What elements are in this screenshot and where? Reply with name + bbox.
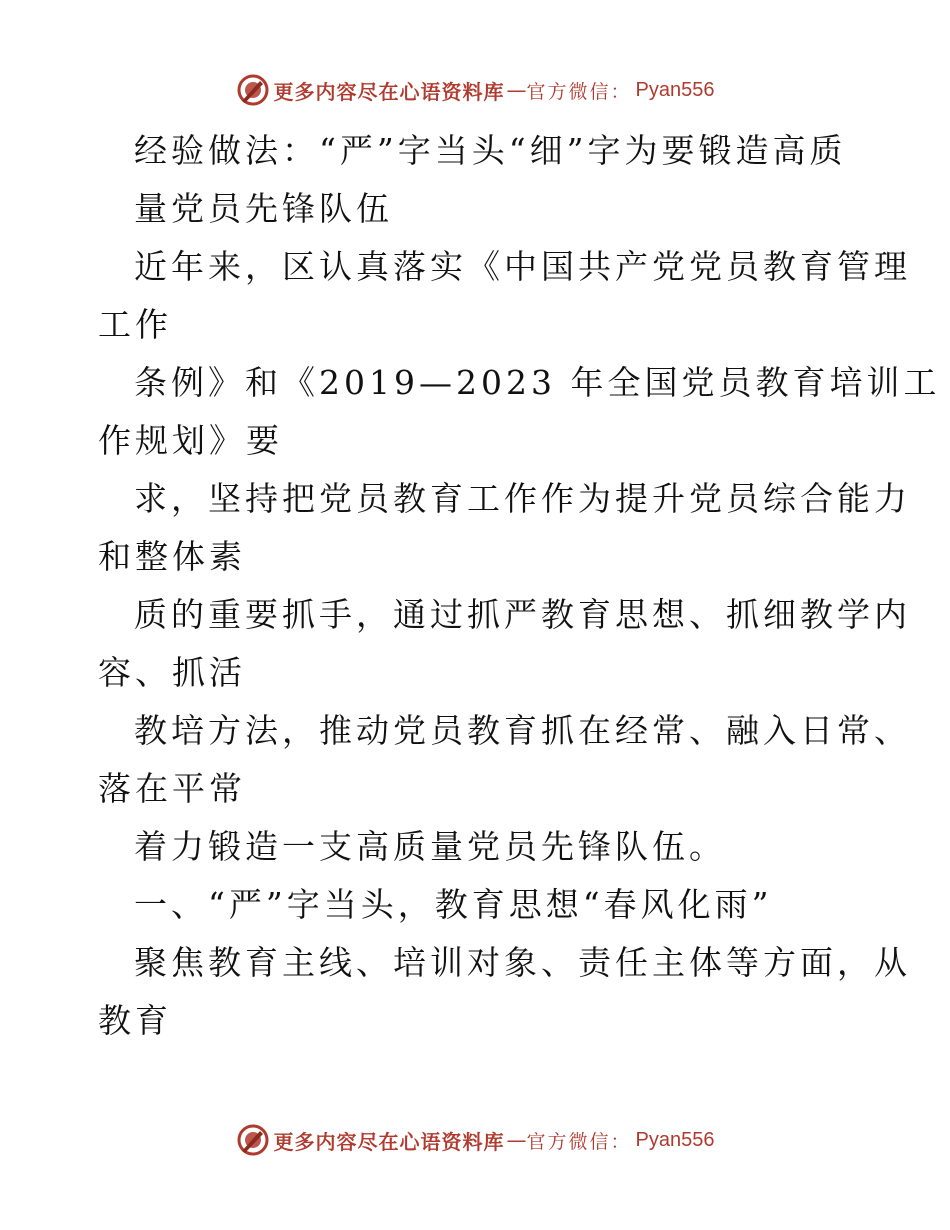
watermark-wechat-id: Pyan556 xyxy=(635,1128,715,1151)
watermark-dash: — xyxy=(506,78,525,102)
header-watermark xyxy=(0,70,950,110)
footer-watermark xyxy=(0,1120,950,1160)
body-line: 求，坚持把党员教育工作作为提升党员综合能力 xyxy=(134,479,911,518)
watermark-dash: — xyxy=(506,1128,525,1152)
body-line: 工作 xyxy=(98,305,172,344)
body-line: 近年来，区认真落实《中国共产党党员教育管理 xyxy=(134,247,911,286)
body-line: 聚焦教育主线、培训对象、责任主体等方面，从 xyxy=(134,943,911,982)
body-line: 和整体素 xyxy=(98,537,246,576)
body-line: 教培方法，推动党员教育抓在经常、融入日常、 xyxy=(134,711,911,750)
body-line: 质的重要抓手，通过抓严教育思想、抓细教学内 xyxy=(134,595,911,634)
watermark-wechat-id: Pyan556 xyxy=(635,78,715,101)
watermark-text: 更多内容尽在心语资料库 xyxy=(273,79,505,104)
body-line: 量党员先锋队伍 xyxy=(134,189,393,228)
pen-seal-logo-icon xyxy=(236,1123,270,1157)
body-line: 经验做法：“严”字当头“细”字为要锻造高质 xyxy=(134,131,847,170)
watermark-official: 官方微信 xyxy=(526,80,611,103)
watermark-colon: ： xyxy=(610,80,630,103)
pen-seal-logo-icon xyxy=(236,73,270,107)
watermark-official: 官方微信 xyxy=(526,1130,611,1153)
body-line: 着力锻造一支高质量党员先锋队伍。 xyxy=(134,827,726,866)
body-line: 落在平常 xyxy=(98,769,246,808)
body-line: 作规划》要 xyxy=(98,421,283,460)
body-line: 教育 xyxy=(98,1001,172,1040)
body-line: 条例》和《2019—2023 年全国党员教育培训工 xyxy=(134,363,941,402)
section-heading: 一、“严”字当头，教育思想“春风化雨” xyxy=(134,885,773,924)
body-line: 容、抓活 xyxy=(98,653,246,692)
watermark-text: 更多内容尽在心语资料库 xyxy=(273,1129,505,1154)
watermark-colon: ： xyxy=(610,1130,630,1153)
